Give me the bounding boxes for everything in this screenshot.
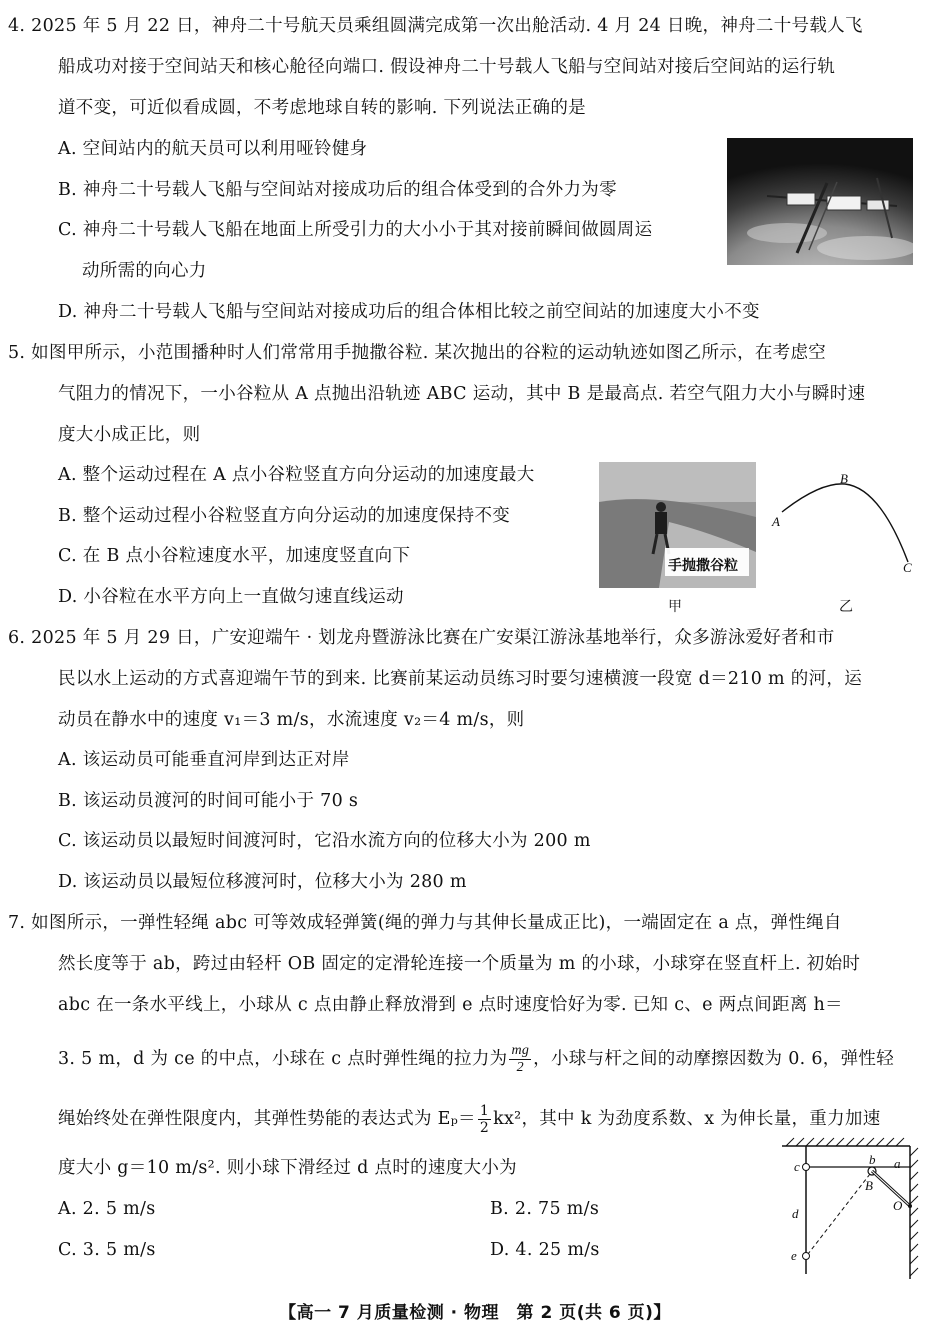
- diagram-point-d: d: [792, 1206, 799, 1221]
- q6-stem-line2: 民以水上运动的方式喜迎端午节的到来. 比赛前某运动员练习时要匀速横渡一段宽 d＝210 m 的河，运: [58, 669, 863, 689]
- page-footer: 【高一 7 月质量检测 · 物理 第 2 页(共 6 页)】: [279, 1303, 671, 1323]
- q6-option-a: A. 该运动员可能垂直河岸到达正对岸: [58, 750, 350, 770]
- q4-option-b: B. 神舟二十号载人飞船与空间站对接成功后的组合体受到的合外力为零: [58, 180, 617, 200]
- q4-option-c-line1: C. 神舟二十号载人飞船在地面上所受引力的大小小于其对接前瞬间做圆周运: [58, 220, 653, 240]
- sowing-photo-caption: 手抛撒谷粒: [668, 558, 738, 574]
- q6-option-c: C. 该运动员以最短时间渡河时，它沿水流方向的位移大小为 200 m: [58, 831, 591, 851]
- trajectory-point-c: C: [903, 560, 912, 575]
- q7-stem-line6: 度大小 g＝10 m/s². 则小球下滑经过 d 点时的速度大小为: [58, 1158, 517, 1178]
- q4-stem-line2: 船成功对接于空间站天和核心舱径向端口. 假设神舟二十号载人飞船与空间站对接后空间站的运行轨: [58, 57, 836, 77]
- q7-half-fraction: [478, 1103, 491, 1136]
- q4-option-c-line2: 动所需的向心力: [82, 261, 207, 281]
- q5-stem-line2: 气阻力的情况下，一小谷粒从 A 点抛出沿轨迹 ABC 运动，其中 B 是最高点. 若空气阻力大小与瞬时速: [58, 384, 866, 404]
- q7-option-b: B. 2. 75 m/s: [490, 1199, 600, 1219]
- figure-jia-label: 甲: [668, 599, 682, 615]
- diagram-point-c: c: [794, 1159, 800, 1174]
- q6-option-d: D. 该运动员以最短位移渡河时，位移大小为 280 m: [58, 872, 467, 892]
- trajectory-point-b: B: [840, 471, 848, 486]
- q6-option-b: B. 该运动员渡河的时间可能小于 70 s: [58, 791, 359, 811]
- q4-stem-line3: 道不变，可近似看成圆，不考虑地球自转的影响. 下列说法正确的是: [58, 98, 586, 118]
- q5-option-b: B. 整个运动过程小谷粒竖直方向分运动的加速度保持不变: [58, 506, 511, 526]
- q7-stem-line1: 7. 如图所示，一弹性轻绳 abc 可等效成轻弹簧(绳的弹力与其伸长量成正比)，一端固定在 a 点，弹性绳自: [8, 913, 842, 933]
- q5-option-a: A. 整个运动过程在 A 点小谷粒竖直方向分运动的加速度最大: [58, 465, 535, 485]
- q7-stem-line4: [58, 1043, 894, 1076]
- figure-yi-label: 乙: [839, 599, 853, 615]
- q7-tension-denominator: 2: [516, 1060, 524, 1075]
- q6-stem-line3: 动员在静水中的速度 v₁＝3 m/s，水流速度 v₂＝4 m/s，则: [58, 710, 525, 730]
- q7-tension-numerator: mg: [511, 1043, 530, 1058]
- q7-line5-part1: 绳始终处在弹性限度内，其弹性势能的表达式为 Eₚ＝: [58, 1109, 476, 1129]
- q4-option-d: D. 神舟二十号载人飞船与空间站对接成功后的组合体相比较之前空间站的加速度大小不变: [58, 302, 760, 322]
- q7-line4-part2: ，小球与杆之间的动摩擦因数为 0. 6，弹性轻: [533, 1049, 895, 1069]
- diagram-point-o: O: [893, 1198, 903, 1213]
- q7-tension-fraction: [509, 1043, 531, 1076]
- q7-line4-part1: 3. 5 m，d 为 ce 的中点，小球在 c 点时弹性绳的拉力为: [58, 1049, 508, 1069]
- diagram-point-big-b: B: [865, 1178, 873, 1193]
- q4-stem-line1: 4. 2025 年 5 月 22 日，神舟二十号航天员乘组圆满完成第一次出舱活动. 4 月 24 日晚，神舟二十号载人飞: [8, 16, 863, 36]
- trajectory-point-a: A: [772, 514, 780, 529]
- q7-stem-line2: 然长度等于 ab，跨过由轻杆 OB 固定的定滑轮连接一个质量为 m 的小球，小球穿在竖直杆上. 初始时: [58, 954, 861, 974]
- q7-stem-line5: [58, 1103, 881, 1136]
- diagram-point-a: a: [894, 1156, 901, 1171]
- q5-stem-line1: 5. 如图甲所示，小范围播种时人们常常用手抛撒谷粒. 某次抛出的谷粒的运动轨迹如图乙所示，在考虑空: [8, 343, 827, 363]
- q7-option-d: D. 4. 25 m/s: [490, 1240, 600, 1260]
- q6-stem-line1: 6. 2025 年 5 月 29 日，广安迎端午 · 划龙舟暨游泳比赛在广安渠江游泳基地举行，众多游泳爱好者和市: [8, 628, 835, 648]
- q4-option-a: A. 空间站内的航天员可以利用哑铃健身: [58, 139, 368, 159]
- diagram-point-b: b: [869, 1152, 876, 1167]
- q5-stem-line3: 度大小成正比，则: [58, 425, 201, 445]
- q5-option-c: C. 在 B 点小谷粒速度水平，加速度竖直向下: [58, 546, 411, 566]
- q7-stem-line3: abc 在一条水平线上，小球从 c 点由静止释放滑到 e 点时速度恰好为零. 已知 c、e 两点间距离 h＝: [58, 995, 843, 1015]
- q7-half-numerator: 1: [479, 1103, 490, 1119]
- q5-option-d: D. 小谷粒在水平方向上一直做匀速直线运动: [58, 587, 404, 607]
- diagram-point-e: e: [791, 1248, 797, 1263]
- q7-option-c: C. 3. 5 m/s: [58, 1240, 156, 1260]
- q7-line5-part2: kx²，其中 k 为劲度系数、x 为伸长量，重力加速: [493, 1109, 881, 1129]
- space-station-photo: [727, 138, 913, 265]
- q7-half-denominator: 2: [479, 1120, 490, 1136]
- q7-option-a: A. 2. 5 m/s: [58, 1199, 156, 1219]
